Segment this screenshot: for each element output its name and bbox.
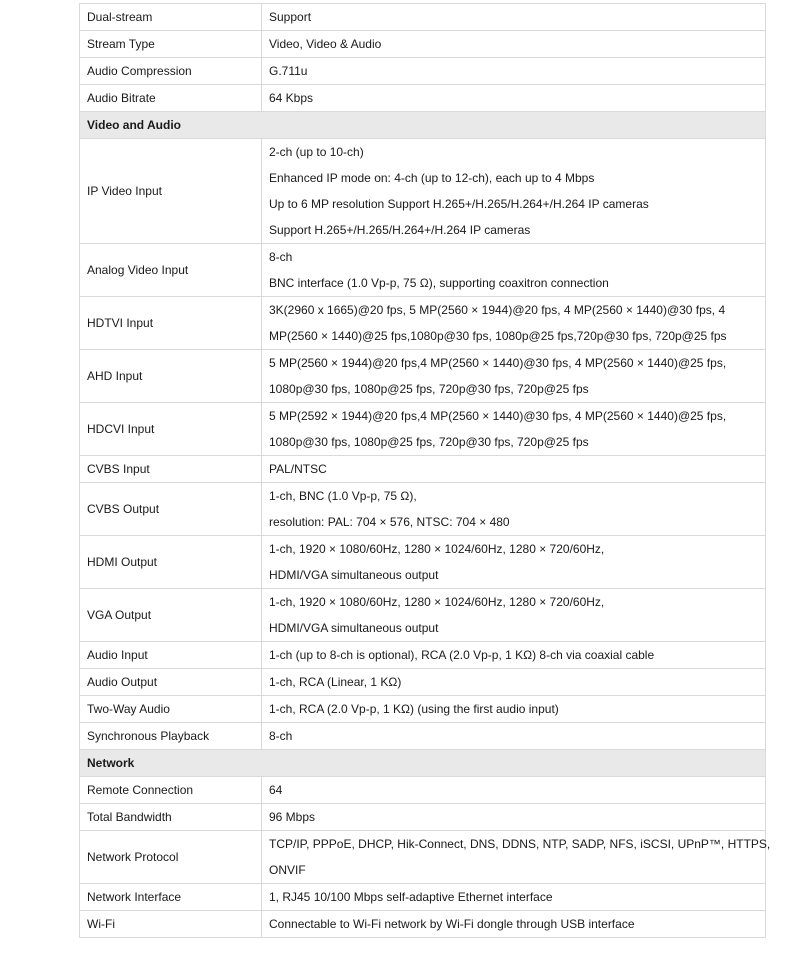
spec-label-cell (80, 777, 262, 804)
spec-value-line: PAL/NTSC (269, 462, 327, 476)
table-row (80, 139, 766, 244)
spec-label: Analog Video Input (87, 263, 189, 277)
spec-value-line: TCP/IP, PPPoE, DHCP, Hik-Connect, DNS, DDNS, NTP, SADP, NFS, iSCSI, UPnP™, HTTPS, (269, 837, 771, 851)
spec-value-line: resolution: PAL: 704 × 576, NTSC: 704 × 480 (269, 515, 510, 529)
spec-value-cell (262, 777, 766, 804)
table-row (80, 536, 766, 589)
spec-label-cell (80, 911, 262, 938)
spec-label-cell (80, 804, 262, 831)
spec-value-cell (262, 350, 766, 403)
section-header-row (80, 112, 766, 139)
spec-value-line: 1080p@30 fps, 1080p@25 fps, 720p@30 fps, 720p@25 fps (269, 435, 589, 449)
spec-value-line: 1-ch, RCA (Linear, 1 KΩ) (269, 675, 402, 689)
spec-value-cell (262, 31, 766, 58)
spec-value-cell (262, 4, 766, 31)
section-header-label: Network (87, 756, 135, 770)
spec-label: Audio Bitrate (87, 91, 156, 105)
spec-label: VGA Output (87, 608, 152, 622)
spec-label: CVBS Output (87, 502, 160, 516)
spec-value-line: 1-ch, 1920 × 1080/60Hz, 1280 × 1024/60Hz, 1280 × 720/60Hz, (269, 595, 605, 609)
spec-value-line: BNC interface (1.0 Vp-p, 75 Ω), supporting coaxitron connection (269, 276, 609, 290)
spec-label: Audio Output (87, 675, 158, 689)
spec-value-line: 1-ch, BNC (1.0 Vp-p, 75 Ω), (269, 489, 417, 503)
spec-label: Synchronous Playback (87, 729, 210, 743)
spec-label-cell (80, 669, 262, 696)
spec-value-line: G.711u (269, 64, 308, 78)
spec-label-cell (80, 350, 262, 403)
spec-value-line: 1-ch, 1920 × 1080/60Hz, 1280 × 1024/60Hz, 1280 × 720/60Hz, (269, 542, 605, 556)
spec-label: Audio Input (87, 648, 148, 662)
spec-value-cell (262, 244, 766, 297)
spec-label: CVBS Input (87, 462, 150, 476)
spec-label-cell (80, 297, 262, 350)
spec-table (79, 3, 771, 938)
table-row (80, 483, 766, 536)
spec-value-cell (262, 831, 771, 884)
spec-value-cell (262, 884, 766, 911)
table-row (80, 350, 766, 403)
spec-label: Total Bandwidth (87, 810, 172, 824)
spec-value-cell (262, 58, 766, 85)
spec-value-line: Support H.265+/H.265/H.264+/H.264 IP cameras (269, 223, 531, 237)
spec-label-cell (80, 403, 262, 456)
spec-value-cell (262, 483, 766, 536)
spec-value-cell (262, 696, 766, 723)
table-row (80, 297, 766, 350)
table-row (80, 85, 766, 112)
section-header (80, 750, 766, 777)
spec-value-cell (262, 723, 766, 750)
spec-label: HDMI Output (87, 555, 158, 569)
spec-value-line: ONVIF (269, 863, 306, 877)
table-row (80, 723, 766, 750)
spec-label-cell (80, 4, 262, 31)
table-row (80, 831, 766, 884)
spec-value-cell (262, 669, 766, 696)
spec-value-line: MP(2560 × 1440)@25 fps,1080p@30 fps, 1080p@25 fps,720p@30 fps, 720p@25 fps (269, 329, 727, 343)
spec-value-line: 8-ch (269, 250, 293, 264)
spec-value-line: 1, RJ45 10/100 Mbps self-adaptive Ethernet interface (269, 890, 553, 904)
table-row (80, 696, 766, 723)
spec-value-cell (262, 403, 766, 456)
spec-value-line: Connectable to Wi-Fi network by Wi-Fi dongle through USB interface (269, 917, 635, 931)
spec-label-cell (80, 642, 262, 669)
spec-label: Two-Way Audio (87, 702, 170, 716)
spec-label-cell (80, 696, 262, 723)
table-row (80, 456, 766, 483)
table-row (80, 589, 766, 642)
spec-label-cell (80, 85, 262, 112)
spec-label-cell (80, 884, 262, 911)
spec-value-line: HDMI/VGA simultaneous output (269, 568, 439, 582)
spec-value-line: 1-ch (up to 8-ch is optional), RCA (2.0 Vp-p, 1 KΩ) 8-ch via coaxial cable (269, 648, 655, 662)
spec-label: Remote Connection (87, 783, 194, 797)
spec-value-line: 5 MP(2592 × 1944)@20 fps,4 MP(2560 × 1440)@30 fps, 4 MP(2560 × 1440)@25 fps, (269, 409, 727, 423)
table-row (80, 31, 766, 58)
table-row (80, 4, 766, 31)
spec-label: Dual-stream (87, 10, 153, 24)
spec-value-cell (262, 85, 766, 112)
spec-value-line: 8-ch (269, 729, 293, 743)
spec-value-line: 3K(2960 x 1665)@20 fps, 5 MP(2560 × 1944)@20 fps, 4 MP(2560 × 1440)@30 fps, 4 (269, 303, 726, 317)
spec-label: Stream Type (87, 37, 155, 51)
spec-label: HDCVI Input (87, 422, 155, 436)
spec-value-line: HDMI/VGA simultaneous output (269, 621, 439, 635)
spec-value-cell (262, 456, 766, 483)
spec-label-cell (80, 58, 262, 85)
spec-label-cell (80, 723, 262, 750)
section-header (80, 112, 766, 139)
spec-value-line: 1-ch, RCA (2.0 Vp-p, 1 KΩ) (using the first audio input) (269, 702, 559, 716)
spec-value-line: Up to 6 MP resolution Support H.265+/H.265/H.264+/H.264 IP cameras (269, 197, 649, 211)
table-row (80, 804, 766, 831)
spec-label: Audio Compression (87, 64, 192, 78)
spec-value-cell (262, 536, 766, 589)
spec-label-cell (80, 31, 262, 58)
spec-label: AHD Input (87, 369, 143, 383)
table-row (80, 777, 766, 804)
section-header-row (80, 750, 766, 777)
spec-label-cell (80, 536, 262, 589)
spec-value-cell (262, 804, 766, 831)
spec-value-cell (262, 589, 766, 642)
spec-value-cell (262, 139, 766, 244)
spec-value-line: 1080p@30 fps, 1080p@25 fps, 720p@30 fps, 720p@25 fps (269, 382, 589, 396)
spec-value-cell (262, 297, 766, 350)
spec-value-line: 2-ch (up to 10-ch) (269, 145, 364, 159)
spec-label-cell (80, 831, 262, 884)
spec-value-cell (262, 642, 766, 669)
spec-value-line: 64 Kbps (269, 91, 314, 105)
spec-label: HDTVI Input (87, 316, 154, 330)
table-row (80, 403, 766, 456)
spec-label-cell (80, 456, 262, 483)
table-row (80, 642, 766, 669)
table-row (80, 884, 766, 911)
spec-label: IP Video Input (87, 184, 162, 198)
table-row (80, 911, 766, 938)
table-row (80, 58, 766, 85)
spec-value-line: 64 (269, 783, 283, 797)
spec-value-line: Video, Video & Audio (269, 37, 382, 51)
table-row (80, 669, 766, 696)
spec-label-cell (80, 483, 262, 536)
spec-value-cell (262, 911, 766, 938)
spec-label: Wi-Fi (87, 917, 115, 931)
spec-label-cell (80, 139, 262, 244)
spec-value-line: 96 Mbps (269, 810, 316, 824)
spec-value-line: Support (269, 10, 312, 24)
spec-value-line: Enhanced IP mode on: 4-ch (up to 12-ch), each up to 4 Mbps (269, 171, 595, 185)
section-header-label: Video and Audio (87, 118, 182, 132)
spec-label-cell (80, 589, 262, 642)
spec-table-body (80, 4, 771, 938)
spec-label: Network Protocol (87, 850, 179, 864)
spec-value-line: 5 MP(2560 × 1944)@20 fps,4 MP(2560 × 1440)@30 fps, 4 MP(2560 × 1440)@25 fps, (269, 356, 727, 370)
spec-label: Network Interface (87, 890, 182, 904)
spec-label-cell (80, 244, 262, 297)
table-row (80, 244, 766, 297)
